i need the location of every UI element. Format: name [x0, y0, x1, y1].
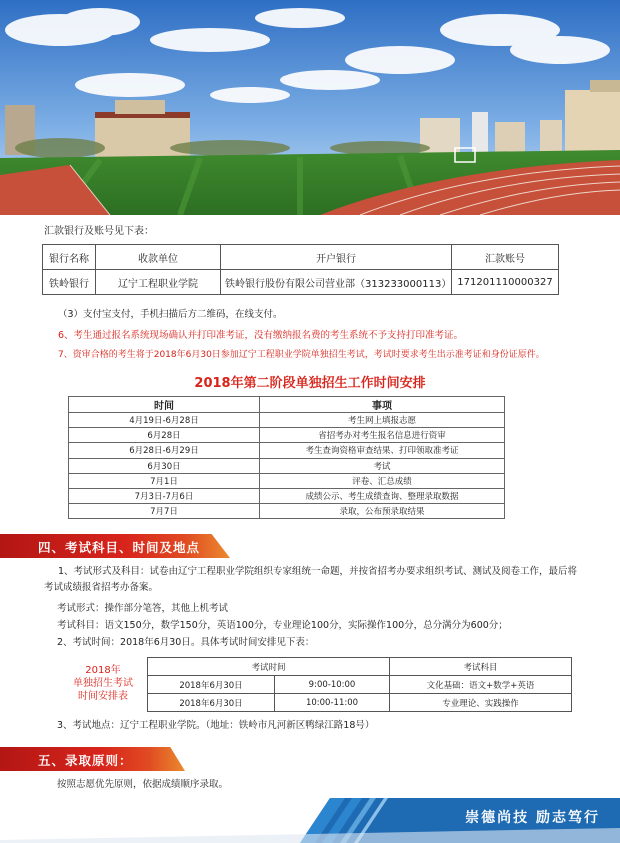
schedule-title: 2018年第二阶段单独招生工作时间安排: [194, 376, 426, 391]
table-cell: 2018年6月30日: [148, 694, 275, 712]
table-cell: 成绩公示、考生成绩查询、整理录取数据: [260, 488, 505, 503]
section-4-paragraph-1: 1、考试形式及科目：试卷由辽宁工程职业学院组织专家组统一命题，并按省招考办要求组织考试、测试及阅卷工作，最后将考试成绩报省招考办备案。: [44, 566, 578, 593]
exam-time-table: [147, 657, 572, 712]
note-alipay: （3）支付宝支付，手机扫描后方二维码，在线支付。: [58, 309, 283, 320]
section-5-banner: [0, 747, 245, 771]
table-row: [69, 504, 505, 519]
table-cell: 辽宁工程职业学院: [96, 270, 221, 295]
schedule-table: [68, 396, 505, 519]
side-label-line: 单独招生考试: [73, 678, 133, 689]
table-header-row: [148, 658, 572, 676]
table-row: [69, 458, 505, 473]
table-cell: 录取，公布预录取结果: [260, 504, 505, 519]
side-label-line: 2018年: [85, 665, 121, 676]
table-header-cell: 考试科目: [390, 658, 572, 676]
section-4-exam-time: 2、考试时间：2018年6月30日。具体考试时间安排见下表：: [57, 637, 315, 648]
bank-intro-text: 汇款银行及账号见下表：: [44, 226, 154, 237]
table-header-row: [43, 245, 559, 270]
bank-account-table: [42, 244, 559, 295]
table-cell: 专业理论、实践操作: [390, 694, 572, 712]
footer-slogan: 崇德尚技 励志笃行: [465, 810, 600, 826]
table-cell: 171201110000327: [452, 270, 559, 295]
table-header-cell: 考试时间: [148, 658, 390, 676]
table-header-cell: 事项: [260, 397, 505, 413]
table-header-cell: 开户银行: [221, 245, 452, 270]
table-cell: 9:00-10:00: [275, 676, 390, 694]
table-cell: 6月30日: [69, 458, 260, 473]
table-cell: 评卷、汇总成绩: [260, 473, 505, 488]
table-cell: 10:00-11:00: [275, 694, 390, 712]
section-4-exam-form: 考试形式：操作部分笔答，其他上机考试: [57, 603, 229, 614]
table-row: [69, 413, 505, 428]
table-cell: 2018年6月30日: [148, 676, 275, 694]
table-cell: 考试: [260, 458, 505, 473]
exam-schedule-side-label: [60, 664, 146, 703]
section-4-title: 四、考试科目、时间及地点: [38, 540, 201, 555]
table-row: [43, 270, 559, 295]
note-exam-date: 7、资审合格的考生将于2018年6月30日参加辽宁工程职业学院单独招生考试，考试时要求考生出示准考证和身份证原件。: [58, 350, 545, 360]
section-4-banner: [0, 534, 245, 558]
section-4-exam-subjects: 考试科目：语文150分，数学150分，英语100分，专业理论100分，实际操作100分，总分满分为600分；: [57, 620, 508, 631]
table-row: [69, 488, 505, 503]
table-cell: 7月1日: [69, 473, 260, 488]
hero-campus-photo: [0, 0, 620, 215]
table-header-cell: 汇款账号: [452, 245, 559, 270]
table-header-cell: 银行名称: [43, 245, 96, 270]
side-label-line: 时间安排表: [78, 691, 128, 702]
section-4-exam-location: 3、考试地点：辽宁工程职业学院。（地址：铁岭市凡河新区鸭绿江路18号）: [57, 720, 375, 731]
table-row: [69, 443, 505, 458]
table-row: [69, 428, 505, 443]
table-cell: 铁岭银行股份有限公司营业部（313233000113）: [221, 270, 452, 295]
table-cell: 7月3日-7月6日: [69, 488, 260, 503]
table-cell: 7月7日: [69, 504, 260, 519]
note-print-ticket: 6、考生通过报名系统现场确认并打印准考证，没有缴纳报名费的考生系统不予支持打印准考证。: [58, 330, 464, 341]
table-cell: 6月28日: [69, 428, 260, 443]
table-cell: 6月28日-6月29日: [69, 443, 260, 458]
table-cell: 4月19日-6月28日: [69, 413, 260, 428]
table-cell: 铁岭银行: [43, 270, 96, 295]
table-cell: 考生网上填报志愿: [260, 413, 505, 428]
table-cell: 考生查询资格审查结果、打印领取准考证: [260, 443, 505, 458]
section-5-paragraph: 按照志愿优先原则，依据成绩顺序录取。: [57, 779, 229, 790]
table-row: [148, 676, 572, 694]
section-5-title: 五、录取原则：: [38, 753, 133, 768]
table-header-cell: 时间: [69, 397, 260, 413]
table-cell: 文化基础：语文+数学+英语: [390, 676, 572, 694]
table-row: [148, 694, 572, 712]
table-cell: 省招考办对考生报名信息进行资审: [260, 428, 505, 443]
footer-banner: [0, 790, 620, 843]
table-header-cell: 收款单位: [96, 245, 221, 270]
table-row: [69, 473, 505, 488]
table-header-row: [69, 397, 505, 413]
